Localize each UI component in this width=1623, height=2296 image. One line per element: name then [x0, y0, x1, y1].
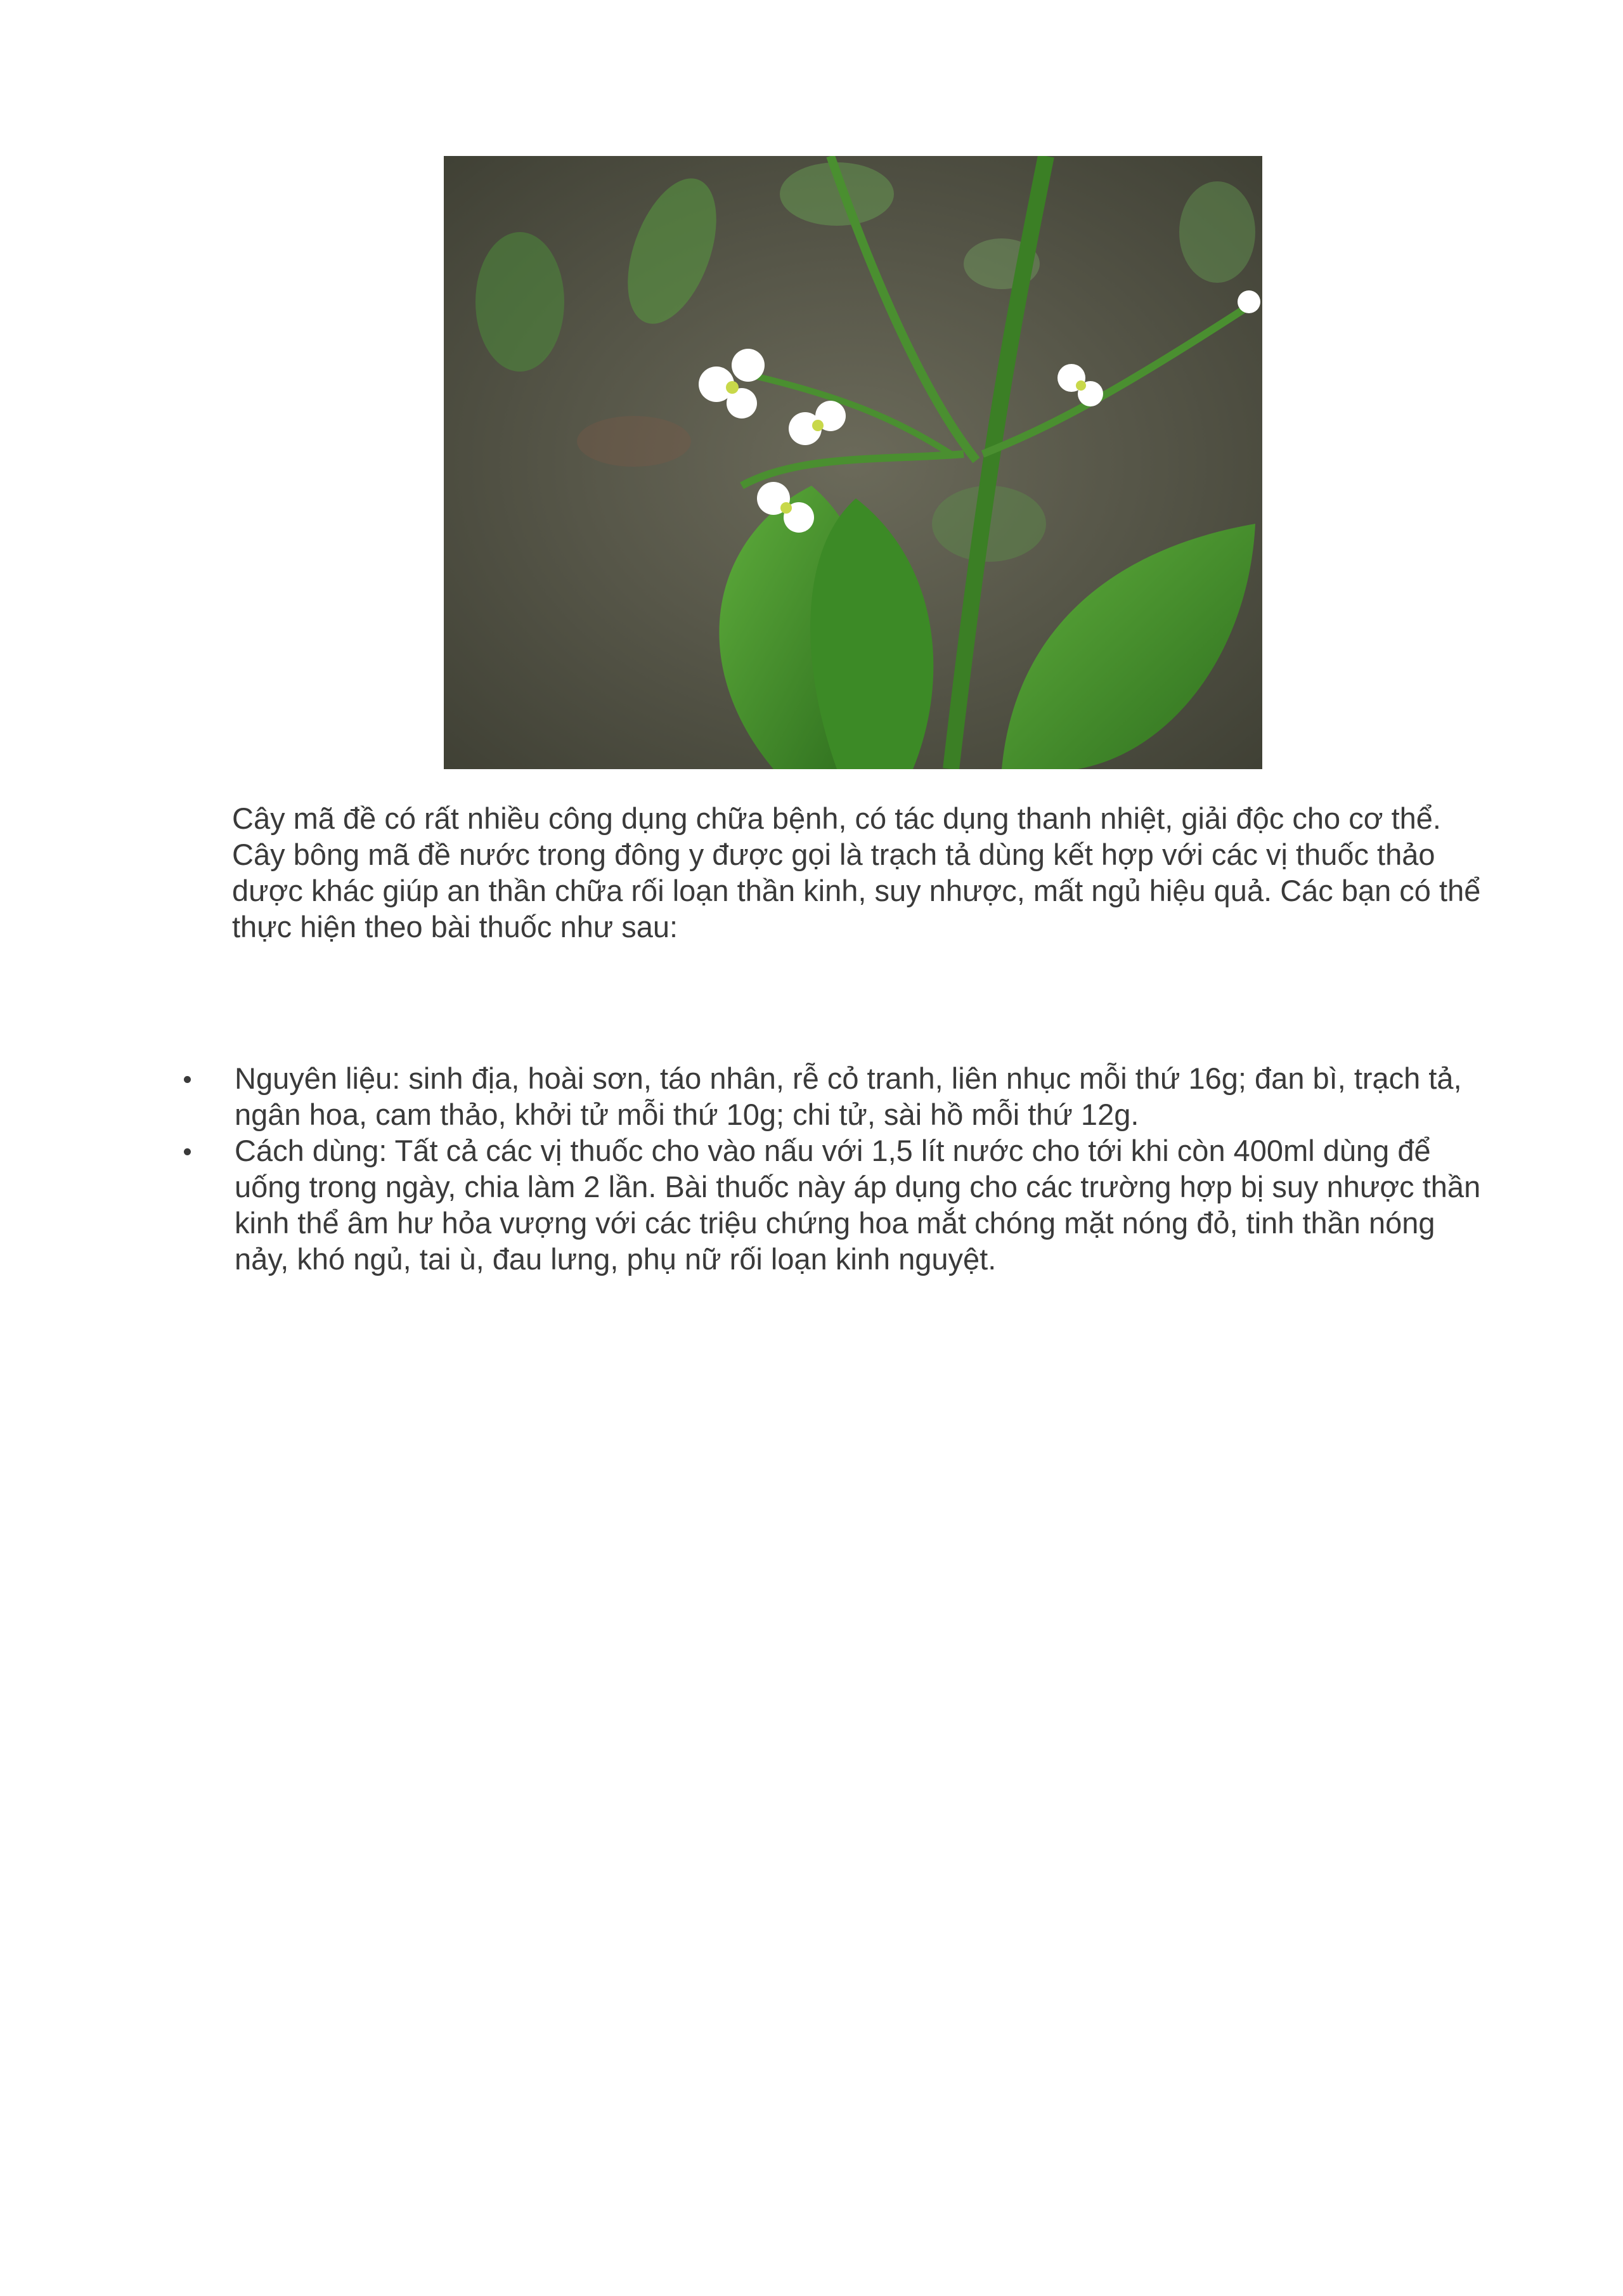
list-item-usage	[184, 1132, 1496, 1277]
plant-illustration	[444, 156, 1262, 769]
list-item-text: Cách dùng: Tất cả các vị thuốc cho vào nấu với 1,5 lít nước cho tới khi còn 400ml dùng để uống trong ngày, chia làm 2 lần. Bài thuốc này áp dụng cho các trường hợp bị suy nhược thần kinh thể âm hư hỏa vượng với các triệu chứng hoa mắt chóng mặt nóng đỏ, tinh thần nóng nảy, khó ngủ, tai ù, đau lưng, phụ nữ rối loạn kinh nguyệt.	[235, 1134, 1481, 1276]
list-item-text: Nguyên liệu: sinh địa, hoài sơn, táo nhân, rễ cỏ tranh, liên nhục mỗi thứ 16g; đan bì, trạch tả, ngân hoa, cam thảo, khởi tử mỗi thứ 10g; chi tử, sài hồ mỗi thứ 12g.	[235, 1061, 1462, 1131]
remedy-list	[184, 1060, 1496, 1277]
list-item-ingredients	[184, 1060, 1496, 1132]
plant-photo	[444, 156, 1262, 769]
intro-paragraph: Cây mã đề có rất nhiều công dụng chữa bệnh, có tác dụng thanh nhiệt, giải độc cho cơ thể. Cây bông mã đề nước trong đông y được gọi là trạch tả dùng kết hợp với các vị thuốc thảo dược khác giúp an thần chữa rối loạn thần kinh, suy nhược, mất ngủ hiệu quả. Các bạn có thể thực hiện theo bài thuốc như sau:	[232, 801, 1481, 944]
bullet-icon	[184, 1148, 191, 1155]
bullet-icon	[184, 1076, 191, 1083]
